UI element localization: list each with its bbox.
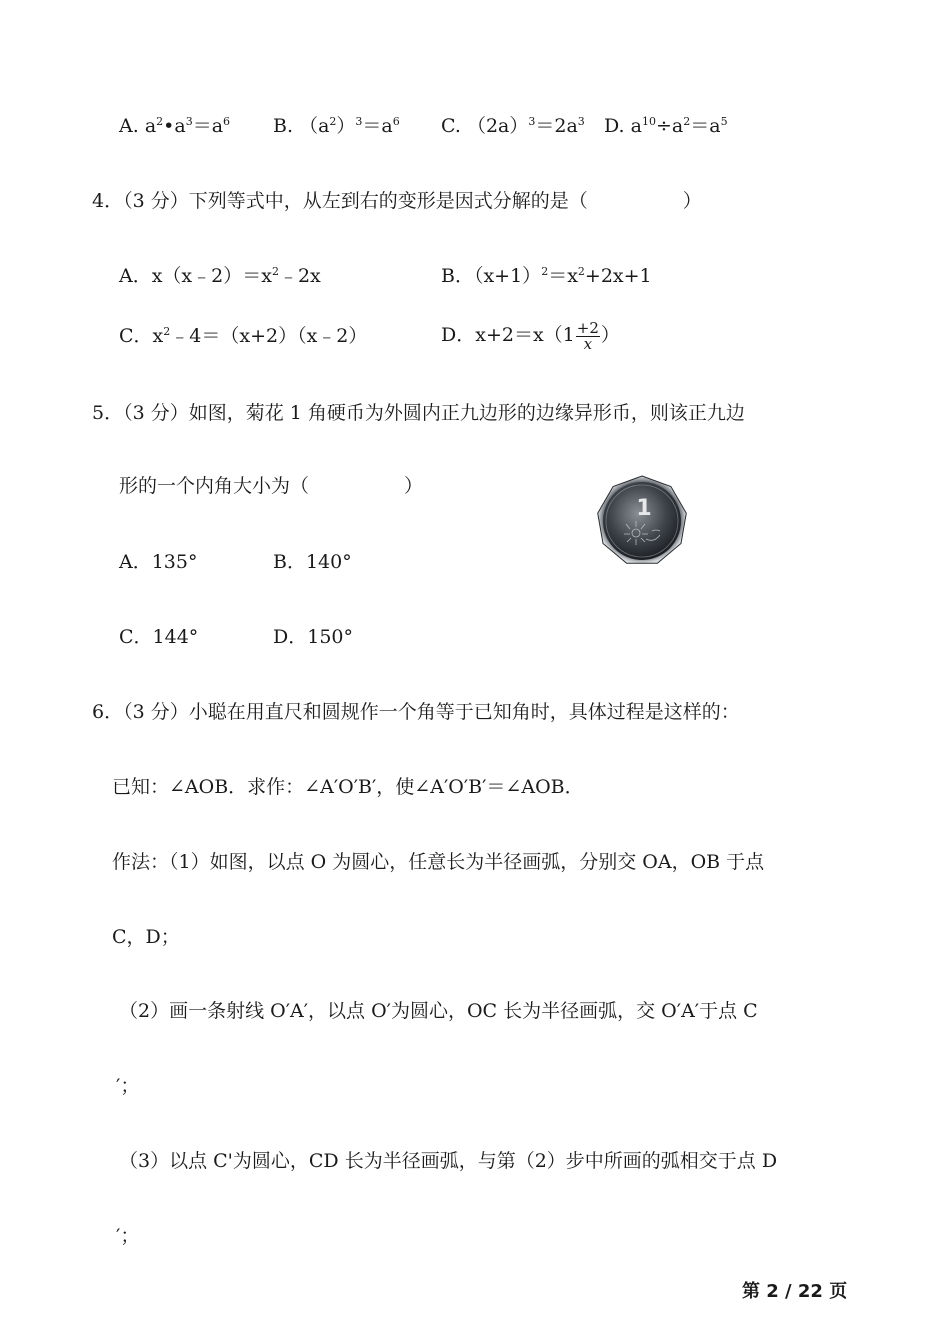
q6-line1: 6．（3 分）小聪在用直尺和圆规作一个角等于已知角时，具体过程是这样的： [92,701,740,723]
fraction: $\frac{+2}{x}$ [576,318,599,353]
q3-option-b: B. $(a^2)^3=a^6$ [273,115,400,137]
coin-denomination-text: 1 [636,496,652,521]
q6-line6: ′； [116,1075,140,1097]
q4-option-b: B．$(x+1)^2=x^2+2x+1$ [441,265,652,287]
q6-line8: ′； [116,1225,140,1247]
coin-image [596,473,688,568]
q5-option-d: D．150° [273,626,353,648]
q5-option-a: A．135° [119,551,198,573]
q4-option-c: C．$x^2﹣4=(x+2)(x﹣2)$ [119,325,368,347]
q3-option-d: D. $a^{10}\div a^2=a^5$ [604,115,728,137]
q5-option-b: B．140° [273,551,352,573]
q3-option-c: C. $(2a)^3=2a^3$ [441,115,585,137]
q4-option-d: D．x+2＝x（1 $\frac{+2}{x}$ ） [441,318,620,353]
q5-option-c: C．144° [119,626,199,648]
q5-stem-line2: 形的一个内角大小为（ ） [119,475,424,497]
q4-option-a: A．$x(x﹣2)=x^2﹣2x$ [119,265,321,287]
q3-option-a: A. $a^2•a^3=a^6$ [119,115,231,137]
q6-line5: （2）画一条射线 O′A′，以点 O′为圆心，OC 长为半径画弧，交 O′A′于点 C [119,1000,758,1022]
q6-line4: C，D； [112,926,180,948]
page-number: 第 2 / 22 页 [742,1281,848,1302]
q6-line3: 作法：（1）如图，以点 O 为圆心，任意长为半径画弧，分别交 OA，OB 于点 [112,851,765,873]
q6-line7: （3）以点 C'为圆心，CD 长为半径画弧，与第（2）步中所画的弧相交于点 D [119,1150,778,1172]
q4-stem: 4．（3 分）下列等式中，从左到右的变形是因式分解的是（ ） [92,190,702,212]
q5-stem-line1: 5．（3 分）如图，菊花 1 角硬币为外圆内正九边形的边缘异形币，则该正九边 [92,402,745,424]
q6-line2: 已知：∠AOB．求作：∠A′O′B′，使∠A′O′B′＝∠AOB． [112,776,584,798]
